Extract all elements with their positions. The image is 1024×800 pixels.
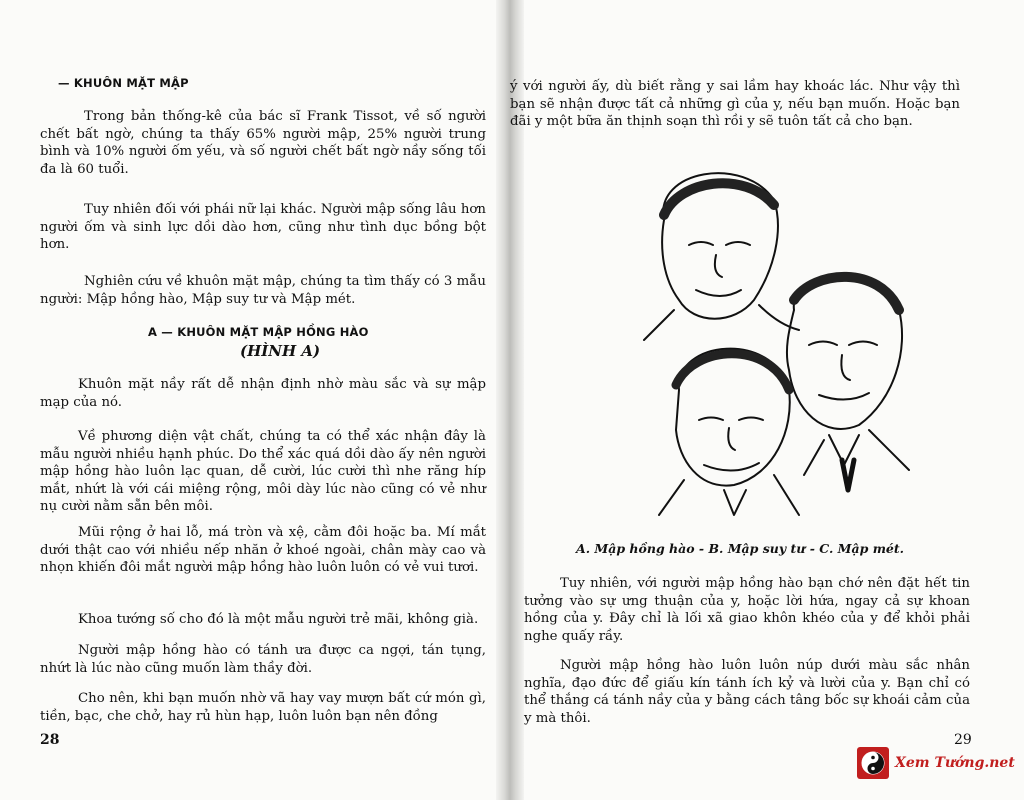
yin-yang-icon bbox=[857, 747, 889, 779]
paragraph: ý với người ấy, dù biết rằng y sai lầm hay khoác lác. Như vậy thì bạn sẽ nhận được tất cả những gì của y, nếu bạn muốn. Hoặc bạn đãi y một bữa ăn thịnh soạn thì rồi y sẽ tuôn tất cả cho bạn. bbox=[510, 79, 960, 130]
paragraph: Trong bản thống-kê của bác sĩ Frank Tissot, về số người chết bất ngờ, chúng ta thấy 65% người mập, 25% người trung bình và 10% người ốm yếu, và số người chết bất ngờ nầy sống tối đa là 60 tuổi. bbox=[40, 109, 486, 177]
section-heading: — KHUÔN MẶT MẬP bbox=[58, 76, 189, 90]
paragraph: Cho nên, khi bạn muốn nhờ vã hay vay mượn bất cứ món gì, tiền, bạc, che chở, hay rủ hùn hạp, luôn luôn bạn nên đồng bbox=[40, 691, 486, 724]
paragraph: Mũi rộng ở hai lỗ, má tròn và xệ, cằm đôi hoặc ba. Mí mắt dưới thật cao với nhiều nếp nhăn ở khoé ngoài, chân mày cao và nhọn khiến đôi mắt người mập hồng hào luôn luôn có vẻ vui tươi. bbox=[40, 525, 486, 576]
face-a-illustration bbox=[644, 173, 799, 340]
page-number: 29 bbox=[954, 732, 972, 748]
right-page bbox=[510, 0, 1024, 800]
left-page bbox=[0, 0, 496, 800]
paragraph: Nghiên cứu về khuôn mặt mập, chúng ta tìm thấy có 3 mẫu người: Mập hồng hào, Mập suy tư và Mập mét. bbox=[40, 274, 486, 307]
three-faces-illustration bbox=[624, 160, 964, 520]
subheading: A — KHUÔN MẶT MẬP HỒNG HÀO bbox=[148, 325, 369, 339]
paragraph: Khoa tướng số cho đó là một mẫu người trẻ mãi, không già. bbox=[78, 612, 479, 627]
face-c-illustration bbox=[659, 349, 799, 515]
paragraph: Về phương diện vật chất, chúng ta có thể xác nhận đây là mẫu người nhiều hạnh phúc. Do thể xác quá dồi dào ấy nên người mập hồng hào luôn lạc quan, dễ cười, lúc cười thì nhe răng híp mắt, nhứt là với cái miệng rộng, môi dày lúc nào cũng có vẻ như nụ cười nằm sẵn bên môi. bbox=[40, 429, 486, 515]
paragraph: Tuy nhiên, với người mập hồng hào bạn chớ nên đặt hết tin tưởng vào sự ưng thuận của y, hoặc lời hứa, ngay cả sự khoan hồng của y. Đây chỉ là lối xã giao khôn khéo của y để khỏi phải nghe quấy rầy. bbox=[524, 576, 970, 644]
figure-caption: A. Mập hồng hào - B. Mập suy tư - C. Mập mét. bbox=[576, 541, 905, 556]
paragraph: Người mập hồng hào luôn luôn núp dưới màu sắc nhân nghĩa, đạo đức để giấu kín tánh ích kỷ và lười của y. Bạn chỉ có thể thắng cá tánh nầy của y bằng cách tâng bốc sự khoái cảm của y mà thôi. bbox=[524, 658, 970, 726]
face-b-illustration bbox=[787, 276, 909, 490]
figure-reference: (HÌNH A) bbox=[240, 342, 321, 360]
paragraph: Người mập hồng hào có tánh ưa được ca ngợi, tán tụng, nhứt là lúc nào cũng muốn làm thầy đời. bbox=[40, 643, 486, 676]
site-watermark bbox=[857, 744, 1017, 782]
paragraph: Khuôn mặt nầy rất dễ nhận định nhờ màu sắc và sự mập mạp của nó. bbox=[40, 377, 486, 410]
page-number: 28 bbox=[40, 732, 60, 748]
paragraph: Tuy nhiên đối với phái nữ lại khác. Người mập sống lâu hơn người ốm và sinh lực dồi dào hơn, cũng như tình dục bồng bột hơn. bbox=[40, 202, 486, 253]
watermark-text: Xem Tướng.net bbox=[895, 755, 1015, 771]
